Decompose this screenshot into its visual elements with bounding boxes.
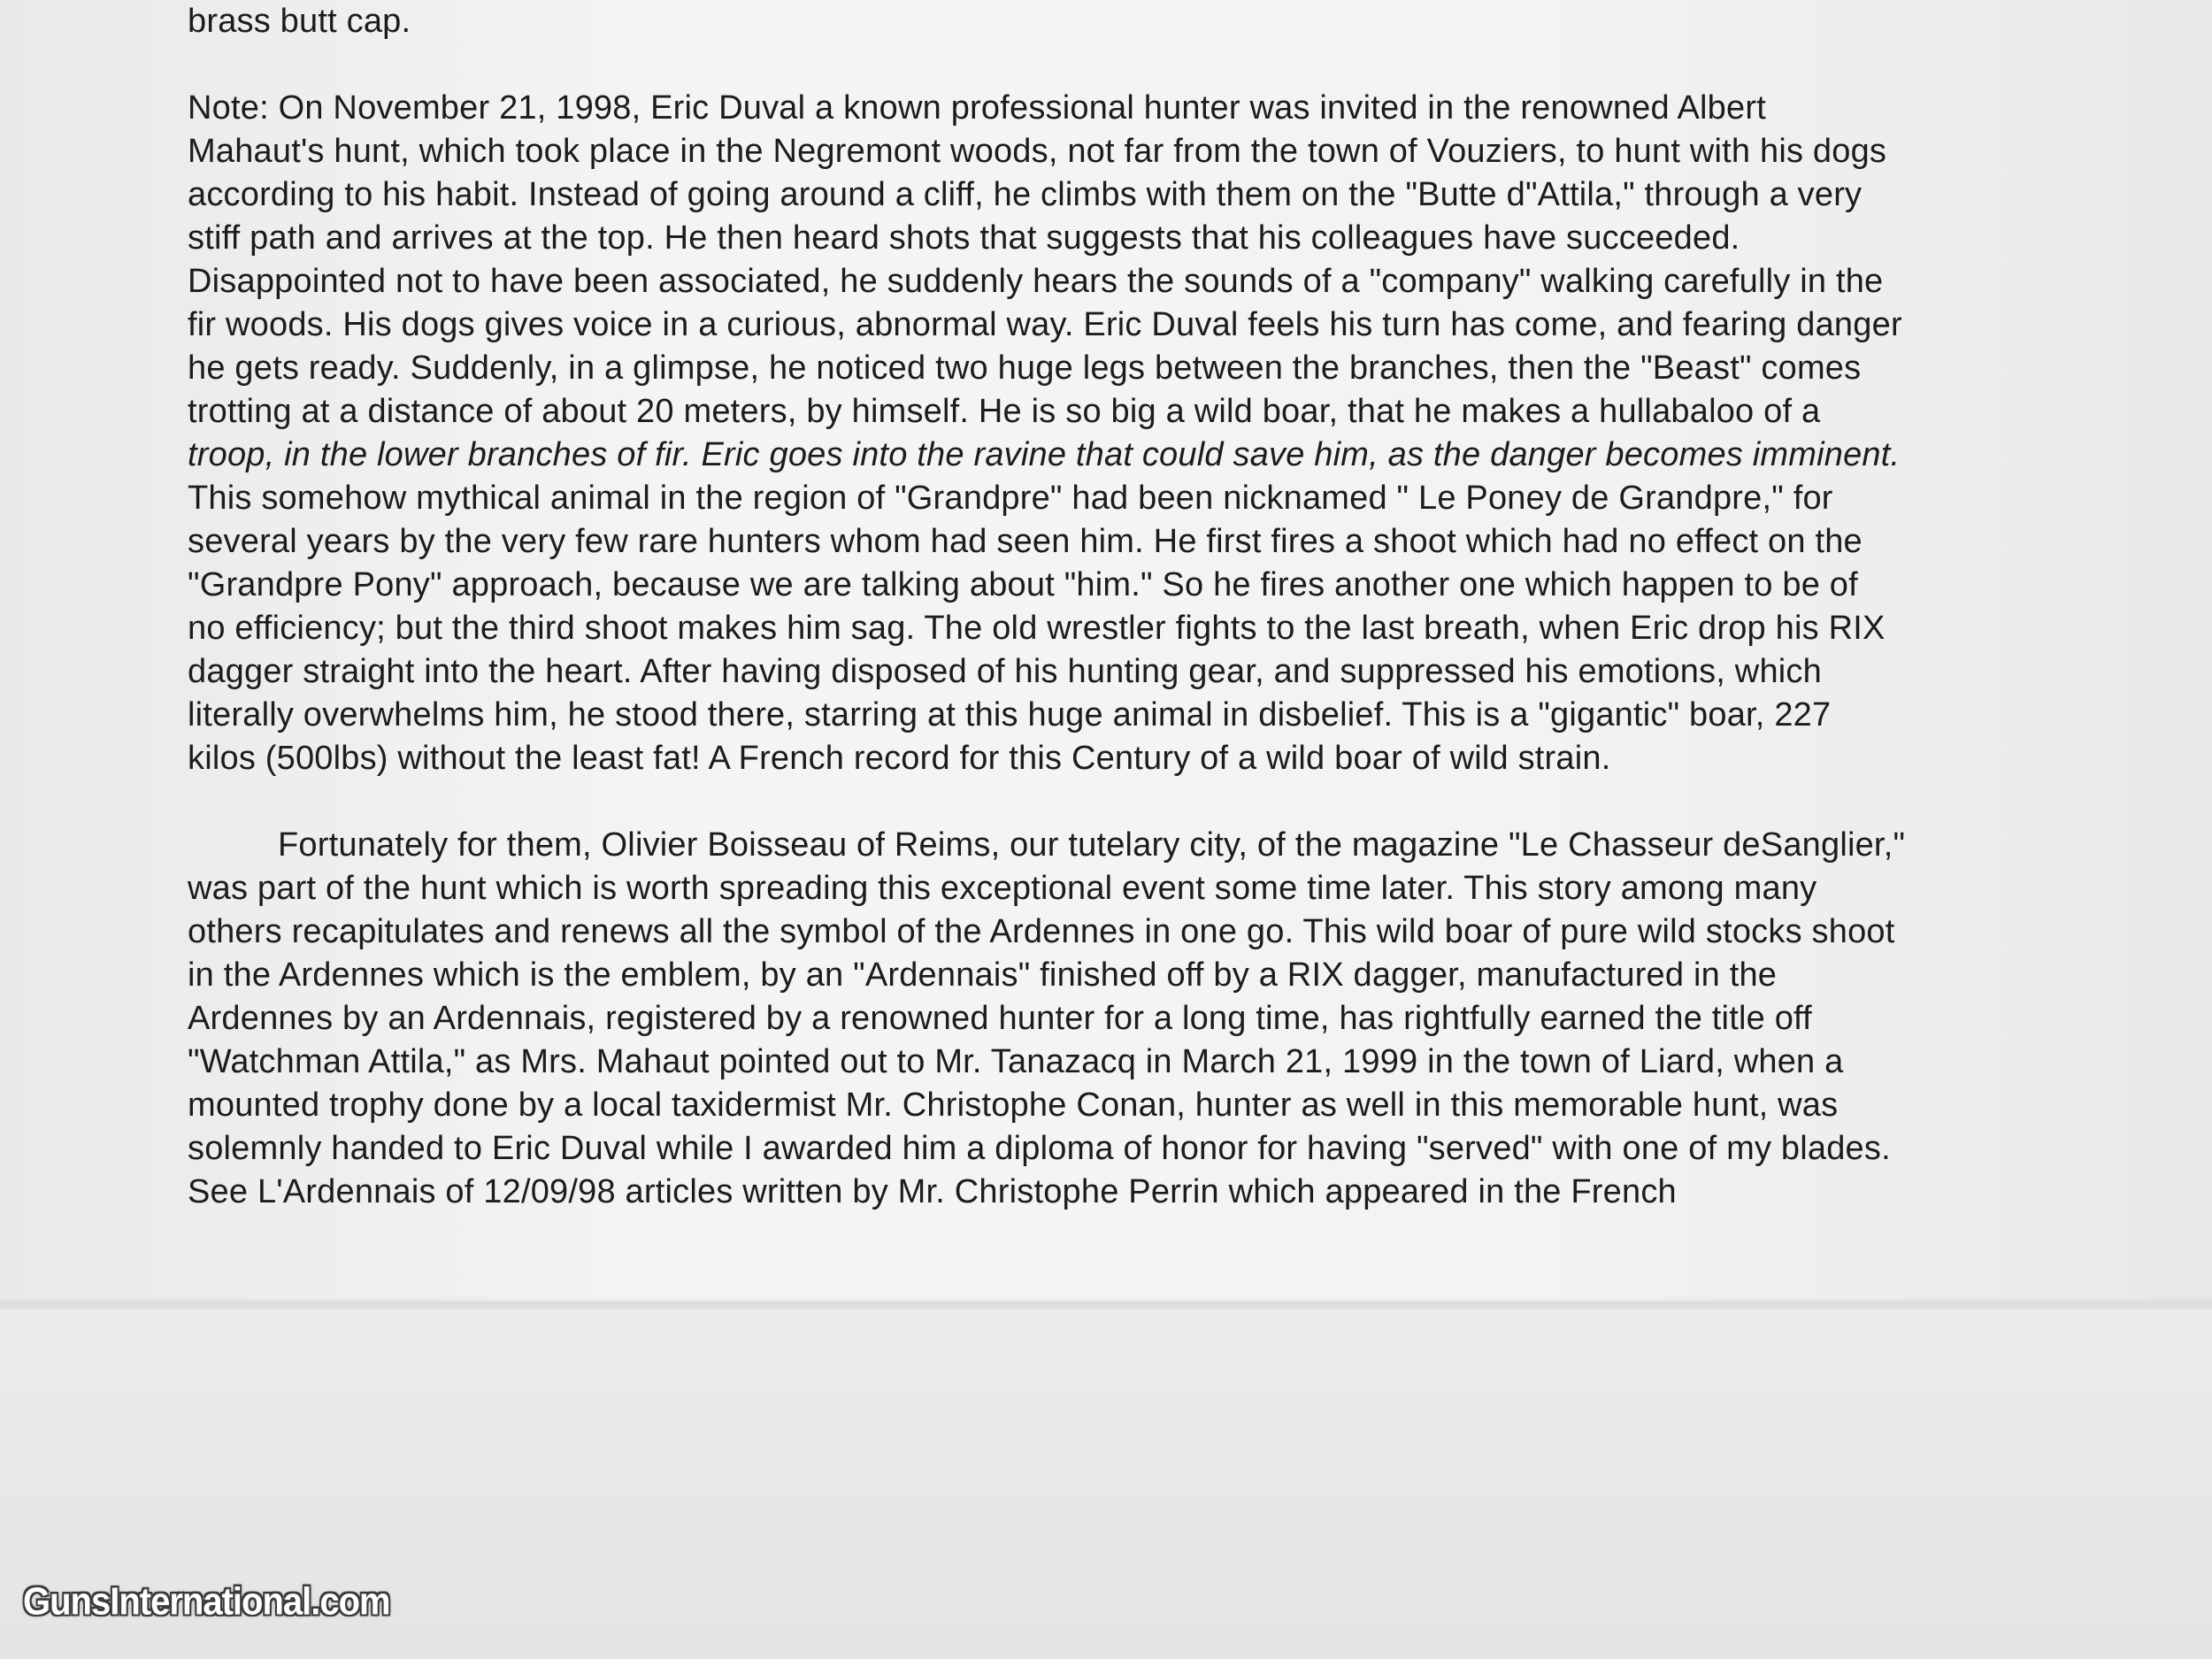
text-line: he gets ready. Suddenly, in a glimpse, he noticed two huge legs between the branches, then the "Beast" comes: [188, 349, 1862, 387]
text-line: several years by the very few rare hunters whom had seen him. He first fires a shoot which had no effect on the: [188, 523, 1863, 560]
text-line: Disappointed not to have been associated, he suddenly hears the sounds of a "company" walking carefully in the: [188, 263, 1884, 300]
blank-line: [188, 780, 2090, 824]
text-line: "Grandpre Pony" approach, because we are talking about "him." So he fires another one which happen to be of: [188, 566, 1858, 603]
text-line: was part of the hunt which is worth spreading this exceptional event some time later. This story among many: [188, 870, 1817, 907]
text-line: no efficiency; but the third shoot makes him sag. The old wrestler fights to the last breath, when Eric drop his RIX: [188, 610, 1886, 647]
text-line: mounted trophy done by a local taxidermist Mr. Christophe Conan, hunter as well in this memorable hunt, was: [188, 1087, 1839, 1124]
blank-line: [188, 43, 2090, 87]
text-line: Ardennes by an Ardennais, registered by a renowned hunter for a long time, has rightfully earned the title off: [188, 1000, 1812, 1037]
text-line: according to his habit. Instead of going around a cliff, he climbs with them on the "Butte d"Attila," through a very: [188, 176, 1863, 213]
text-line: See L'Ardennais of 12/09/98 articles written by Mr. Christophe Perrin which appeared in the French: [188, 1173, 1677, 1210]
text-line: Mahaut's hunt, which took place in the Negremont woods, not far from the town of Vouziers, to hunt with his dogs: [188, 133, 1887, 170]
text-line: stiff path and arrives at the top. He then heard shots that suggests that his colleagues have succeeded.: [188, 219, 1740, 257]
document-text: [188, 0, 2090, 1214]
text-line: others recapitulates and renews all the symbol of the Ardennes in one go. This wild boar of pure wild stocks shoot: [188, 913, 1895, 950]
text-line: trotting at a distance of about 20 meters, by himself. He is so big a wild boar, that he makes a hullabaloo of a: [188, 393, 1821, 430]
site-watermark: GunsInternational.com: [23, 1579, 390, 1624]
text-line: solemnly handed to Eric Duval while I awarded him a diploma of honor for having "served" with one of my blades.: [188, 1130, 1891, 1167]
text-line: troop, in the lower branches of fir. Eric goes into the ravine that could save him, as the danger becomes imminent.: [188, 436, 1901, 473]
text-line: This somehow mythical animal in the region of "Grandpre" had been nicknamed " Le Poney de Grandpre," for: [188, 480, 1833, 517]
text-line: brass butt cap.: [188, 3, 411, 40]
text-line: "Watchman Attila," as Mrs. Mahaut pointed out to Mr. Tanazacq in March 21, 1999 in the town of Liard, when a: [188, 1043, 1844, 1080]
text-line: literally overwhelms him, he stood there, starring at this huge animal in disbelief. This is a "gigantic" boar, 227: [188, 696, 1832, 733]
text-line: dagger straight into the heart. After having disposed of his hunting gear, and suppressed his emotions, which: [188, 653, 1822, 690]
text-line: fir woods. His dogs gives voice in a curious, abnormal way. Eric Duval feels his turn has come, and fearing danger: [188, 306, 1902, 343]
text-line: in the Ardennes which is the emblem, by an "Ardennais" finished off by a RIX dagger, manufactured in the: [188, 956, 1778, 994]
text-line: Fortunately for them, Olivier Boisseau of Reims, our tutelary city, of the magazine "Le Chasseur deSanglier,": [278, 826, 1906, 864]
text-line: Note: On November 21, 1998, Eric Duval a known professional hunter was invited in the renowned Albert: [188, 89, 1766, 127]
text-line: kilos (500lbs) without the least fat! A French record for this Century of a wild boar of wild strain.: [188, 740, 1611, 777]
